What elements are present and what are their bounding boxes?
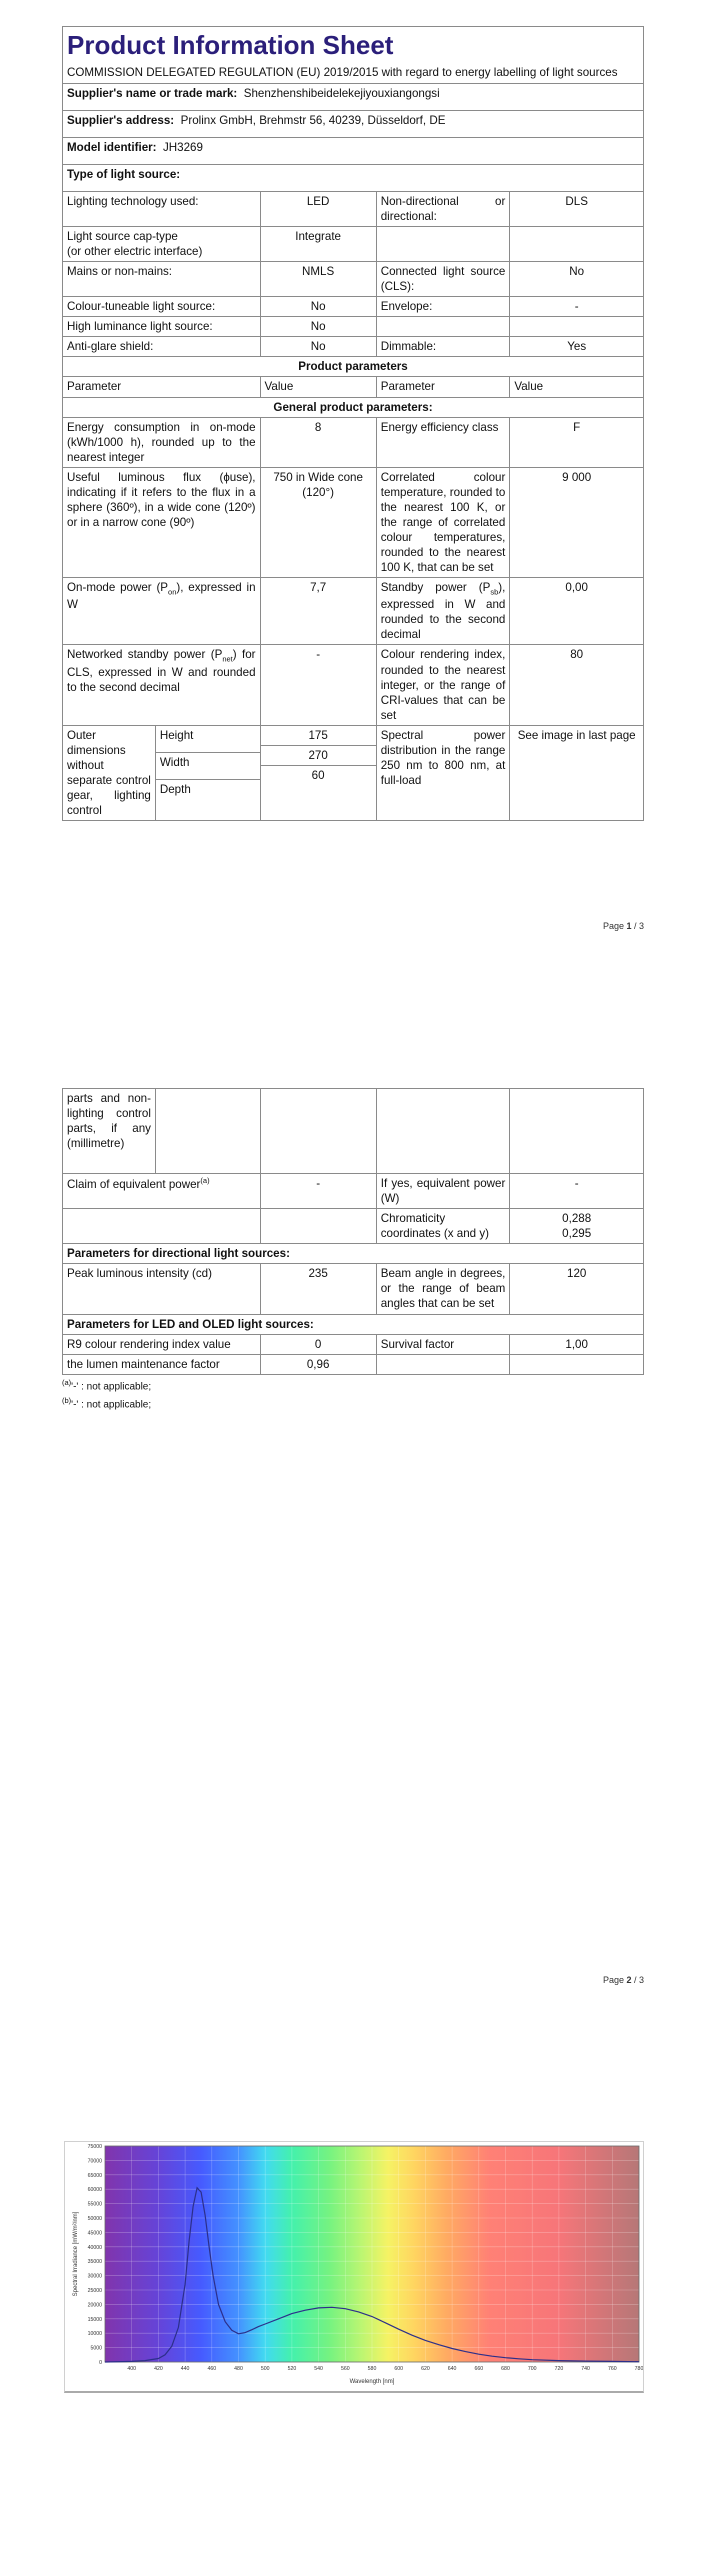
dimmable-value: Yes: [510, 337, 644, 357]
survival-factor-label: Survival factor: [376, 1334, 510, 1354]
product-parameters-heading: Product parameters: [63, 357, 644, 377]
page-2: [62, 1088, 644, 1413]
width-label: Width: [155, 752, 259, 779]
networked-standby-value: -: [260, 645, 376, 725]
luminous-flux-label: Useful luminous flux (ɸuse), indicating if it refers to the flux in a sphere (360º), in a wide cone (120º) or in a narrow cone (90º): [63, 467, 261, 577]
page-1: [62, 26, 644, 821]
lumen-maintenance-label: the lumen maintenance factor: [63, 1354, 261, 1374]
x-tick-label: 500: [260, 2366, 270, 2372]
outer-dimensions-cell: [63, 725, 261, 820]
x-tick-label: 460: [207, 2366, 217, 2372]
on-mode-power-label: On-mode power $(P_{on})$, expressed in W: [63, 578, 261, 645]
y-tick-label: 60000: [87, 2187, 102, 2194]
x-tick-label: 720: [554, 2366, 564, 2372]
y-tick-label: 10000: [87, 2331, 102, 2338]
x-tick-label: 760: [607, 2366, 617, 2372]
cls-label: Connected light source (CLS):: [376, 262, 510, 297]
x-tick-label: 740: [581, 2366, 590, 2372]
mains-value: NMLS: [260, 262, 376, 297]
cri-value: 80: [510, 645, 644, 725]
cap-type-value: Integrate: [260, 226, 376, 261]
col-header-parameter-2: Parameter: [376, 377, 510, 397]
y-tick-label: 0: [99, 2360, 102, 2366]
page-number-1: Page 1 / 3: [602, 921, 644, 931]
energy-consumption-label: Energy consumption in on-mode (kWh/1000 h), rounded up to the nearest integer: [63, 417, 261, 467]
r9-label: R9 colour rendering index value: [63, 1334, 261, 1354]
supplier-name-label: Supplier's name or trade mark:: [67, 86, 238, 100]
y-tick-label: 75000: [87, 2144, 102, 2150]
y-tick-label: 30000: [87, 2273, 102, 2280]
y-tick-label: 35000: [87, 2259, 102, 2266]
cap-type-label-line1: Light source cap-type: [67, 229, 178, 243]
x-tick-label: 580: [367, 2366, 377, 2372]
dimmable-label: Dimmable:: [376, 337, 510, 357]
directional-heading: Parameters for directional light sources:: [63, 1244, 644, 1264]
x-tick-label: 440: [180, 2366, 190, 2372]
x-tick-label: 680: [501, 2366, 510, 2372]
equivalent-power-w-value: -: [510, 1174, 644, 1209]
x-tick-label: 780: [634, 2366, 643, 2372]
y-tick-label: 25000: [87, 2288, 102, 2294]
equivalent-power-label: Claim of equivalent power$^{(a)}$: [63, 1174, 261, 1209]
lumen-maintenance-value: 0,96: [260, 1354, 376, 1374]
anti-glare-label: Anti-glare shield:: [63, 337, 261, 357]
spectral-distribution-label: Spectral power distribution in the range 250 nm to 800 nm, at full-load: [376, 725, 510, 820]
col-header-value: Value: [260, 377, 376, 397]
chromaticity-y: 0,295: [562, 1227, 592, 1241]
spectral-chart: [64, 2141, 644, 2393]
envelope-value: -: [510, 297, 644, 317]
directional-value: DLS: [510, 191, 644, 226]
led-heading: Parameters for LED and OLED light sources:: [63, 1314, 644, 1334]
networked-standby-label: Networked standby power $(P_{net})$ for CLS, expressed in W and rounded to the second decimal: [63, 645, 261, 725]
y-tick-label: 40000: [87, 2244, 102, 2251]
y-tick-label: 65000: [87, 2172, 102, 2179]
regulation-text: COMMISSION DELEGATED REGULATION (EU) 2019/2015 with regard to energy labelling of light sources: [67, 65, 618, 79]
footnotes: [62, 1377, 644, 1414]
outer-dimensions-label: Outer dimensions without separate control gear, lighting control: [63, 726, 155, 820]
on-mode-power-value: 7,7: [260, 578, 376, 645]
mains-label: Mains or non-mains:: [63, 262, 261, 297]
outer-dimensions-label-continued: parts and non-lighting control parts, if any (millimetre): [63, 1089, 156, 1174]
dimension-values-cell: [260, 725, 376, 820]
beam-angle-label: Beam angle in degrees, or the range of beam angles that can be set: [376, 1264, 510, 1314]
x-tick-label: 480: [234, 2366, 243, 2372]
peak-intensity-label: Peak luminous intensity (cd): [63, 1264, 261, 1314]
depth-label: Depth: [155, 780, 259, 821]
tech-label: Lighting technology used:: [63, 191, 261, 226]
x-tick-label: 640: [447, 2366, 457, 2372]
survival-factor-value: 1,00: [510, 1334, 644, 1354]
anti-glare-value: No: [260, 337, 376, 357]
supplier-name-value: Shenzhenshibeidelekejiyouxiangongsi: [243, 86, 440, 100]
peak-intensity-value: 235: [260, 1264, 376, 1314]
info-table-page-2: [62, 1088, 644, 1375]
y-tick-label: 50000: [87, 2216, 102, 2222]
type-heading: Type of light source:: [63, 164, 644, 191]
x-tick-label: 600: [394, 2366, 404, 2372]
page-number-2: Page 2 / 3: [602, 1975, 644, 1985]
beam-angle-value: 120: [510, 1264, 644, 1314]
spectral-distribution-value: See image in last page: [510, 725, 644, 820]
cap-type-label-line2: (or other electric interface): [67, 245, 203, 259]
standby-power-label: Standby power $(P_{sb})$, expressed in W and rounded to the second decimal: [376, 578, 510, 645]
standby-power-value: 0,00: [510, 578, 644, 645]
col-header-parameter: Parameter: [63, 377, 261, 397]
width-value: 270: [261, 745, 376, 765]
y-tick-label: 55000: [87, 2201, 102, 2208]
luminous-flux-value: 750 in Wide cone (120°): [260, 467, 376, 577]
general-parameters-heading: General product parameters:: [63, 397, 644, 417]
equivalent-power-value: -: [260, 1174, 376, 1209]
high-luminance-label: High luminance light source:: [63, 317, 261, 337]
height-value: 175: [261, 726, 376, 746]
colour-tuneable-label: Colour-tuneable light source:: [63, 297, 261, 317]
energy-class-label: Energy efficiency class: [376, 417, 510, 467]
cls-value: No: [510, 262, 644, 297]
depth-value: 60: [311, 768, 325, 782]
colour-tuneable-value: No: [260, 297, 376, 317]
footnote-b: $^{(b)}$'-' : not applicable;: [62, 1396, 152, 1411]
chromaticity-x: 0,288: [562, 1212, 592, 1226]
directional-label: Non-directional or directional:: [376, 191, 510, 226]
page-title: Product Information Sheet: [67, 30, 394, 60]
x-tick-label: 560: [340, 2366, 350, 2372]
col-header-value-2: Value: [510, 377, 644, 397]
spectral-chart-svg: [65, 2142, 643, 2386]
y-tick-label: 20000: [87, 2302, 102, 2309]
y-tick-label: 5000: [90, 2345, 102, 2352]
model-label: Model identifier:: [67, 140, 157, 154]
y-tick-label: 45000: [87, 2230, 102, 2237]
envelope-label: Envelope:: [376, 297, 510, 317]
y-axis-label: Spectral Irradiance [mW/m²/nm]: [73, 2211, 79, 2297]
equivalent-power-w-label: If yes, equivalent power (W): [376, 1174, 510, 1209]
x-axis-label: Wavelength [nm]: [349, 2379, 395, 2385]
cri-label: Colour rendering index, rounded to the nearest integer, or the range of CRI-values that can be set: [376, 645, 510, 725]
footnote-a: $^{(a)}$'-' : not applicable;: [62, 1377, 152, 1393]
high-luminance-value: No: [260, 317, 376, 337]
r9-value: 0: [260, 1334, 376, 1354]
x-tick-label: 420: [154, 2366, 163, 2372]
x-tick-label: 540: [314, 2366, 323, 2372]
tech-value: LED: [260, 191, 376, 226]
x-tick-label: 700: [527, 2366, 537, 2372]
chromaticity-label: Chromaticity coordinates (x and y): [376, 1209, 510, 1244]
x-tick-label: 400: [127, 2366, 137, 2372]
x-tick-label: 620: [421, 2366, 430, 2372]
model-value: JH3269: [162, 140, 203, 154]
x-tick-label: 520: [287, 2366, 297, 2372]
cct-value: 9 000: [510, 467, 644, 577]
supplier-address-label: Supplier's address:: [67, 113, 175, 127]
supplier-address-value: Prolinx GmbH, Brehmstr 56, 40239, Düsseldorf, DE: [180, 113, 446, 127]
cct-label: Correlated colour temperature, rounded to the nearest 100 K, or the range of correlated colour temperatures, rounded to the nearest 100 K, that can be set: [376, 467, 510, 577]
y-tick-label: 15000: [87, 2316, 102, 2323]
info-table-page-1: [62, 26, 644, 821]
height-label: Height: [155, 726, 259, 753]
cap-type-label: [63, 226, 261, 261]
y-tick-label: 70000: [87, 2158, 102, 2165]
chromaticity-value: [510, 1209, 644, 1244]
x-tick-label: 660: [474, 2366, 484, 2372]
energy-class-value: F: [510, 417, 644, 467]
energy-consumption-value: 8: [260, 417, 376, 467]
